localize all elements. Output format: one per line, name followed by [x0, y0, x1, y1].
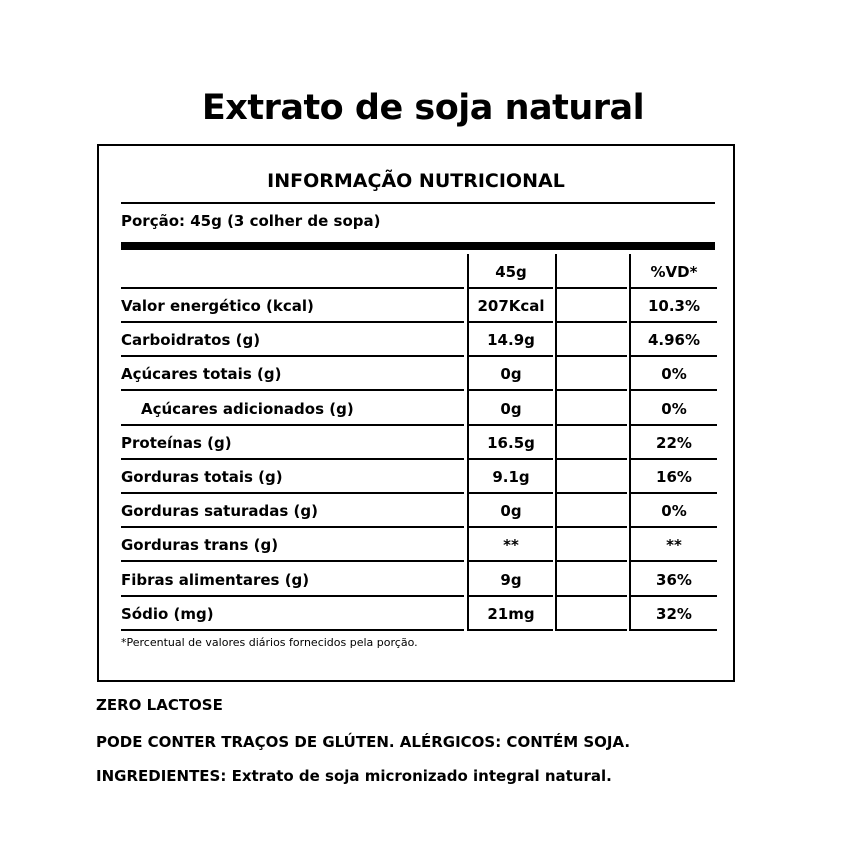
nutrient-amount: 21mg: [467, 596, 553, 631]
table-row: [121, 322, 715, 356]
nutrient-daily-value: 0%: [629, 493, 717, 528]
nutrient-amount: **: [467, 527, 553, 562]
nutrient-blank: [555, 288, 627, 323]
nutrient-blank: [555, 459, 627, 494]
header-label: [121, 254, 464, 289]
nutrient-label: Valor energético (kcal): [121, 288, 464, 323]
table-row: [121, 527, 715, 561]
nutrient-label: Proteínas (g): [121, 425, 464, 460]
nutrient-amount: 16.5g: [467, 425, 553, 460]
nutrient-label: Sódio (mg): [121, 596, 464, 631]
header-blank: [555, 254, 627, 289]
nutrient-blank: [555, 425, 627, 460]
nutrient-label: Gorduras saturadas (g): [121, 493, 464, 528]
allergen-note: PODE CONTER TRAÇOS DE GLÚTEN. ALÉRGICOS: CONTÉM SOJA.: [96, 733, 631, 751]
nutrient-label: Açúcares totais (g): [121, 356, 464, 391]
nutrient-blank: [555, 391, 627, 426]
header-amount: 45g: [467, 254, 553, 289]
nutrient-blank: [555, 356, 627, 391]
nutrient-label: Gorduras totais (g): [121, 459, 464, 494]
footnote: *Percentual de valores diários fornecidos pela porção.: [121, 636, 418, 649]
table-row: [121, 596, 715, 630]
nutrient-amount: 0g: [467, 493, 553, 528]
nutrient-amount: 9.1g: [467, 459, 553, 494]
nutrient-daily-value: 0%: [629, 391, 717, 426]
nutrient-daily-value: 4.96%: [629, 322, 717, 357]
divider: [121, 202, 715, 204]
page-title: Extrato de soja natural: [201, 88, 645, 128]
nutrition-facts-panel: [97, 144, 735, 682]
nutrient-blank: [555, 493, 627, 528]
header-daily-value: %VD*: [629, 254, 717, 289]
table-row: [121, 459, 715, 493]
nutrient-label: Fibras alimentares (g): [121, 562, 464, 597]
nutrient-blank: [555, 322, 627, 357]
nutrient-daily-value: 22%: [629, 425, 717, 460]
thick-divider: [121, 242, 715, 250]
nutrient-amount: 207Kcal: [467, 288, 553, 323]
nutrient-daily-value: 16%: [629, 459, 717, 494]
table-row: [121, 391, 715, 425]
nutrition-heading: INFORMAÇÃO NUTRICIONAL: [267, 170, 565, 192]
ingredients-note: INGREDIENTES: Extrato de soja micronizado integral natural.: [96, 767, 612, 785]
nutrient-label: Carboidratos (g): [121, 322, 464, 357]
nutrient-label: Gorduras trans (g): [121, 527, 464, 562]
nutrient-blank: [555, 527, 627, 562]
nutrient-amount: 0g: [467, 391, 553, 426]
table-row: [121, 562, 715, 596]
table-row: [121, 288, 715, 322]
nutrient-daily-value: 0%: [629, 356, 717, 391]
nutrient-amount: 0g: [467, 356, 553, 391]
nutrient-daily-value: 36%: [629, 562, 717, 597]
nutrient-blank: [555, 596, 627, 631]
nutrient-blank: [555, 562, 627, 597]
table-row: [121, 356, 715, 390]
nutrient-daily-value: 32%: [629, 596, 717, 631]
serving-size: Porção: 45g (3 colher de sopa): [121, 212, 381, 230]
nutrient-daily-value: **: [629, 527, 717, 562]
nutrient-amount: 9g: [467, 562, 553, 597]
nutrient-daily-value: 10.3%: [629, 288, 717, 323]
nutrient-amount: 14.9g: [467, 322, 553, 357]
lactose-note: ZERO LACTOSE: [96, 696, 223, 714]
table-header-row: [121, 254, 715, 288]
table-row: [121, 493, 715, 527]
table-row: [121, 425, 715, 459]
nutrient-label: Açúcares adicionados (g): [121, 391, 464, 426]
